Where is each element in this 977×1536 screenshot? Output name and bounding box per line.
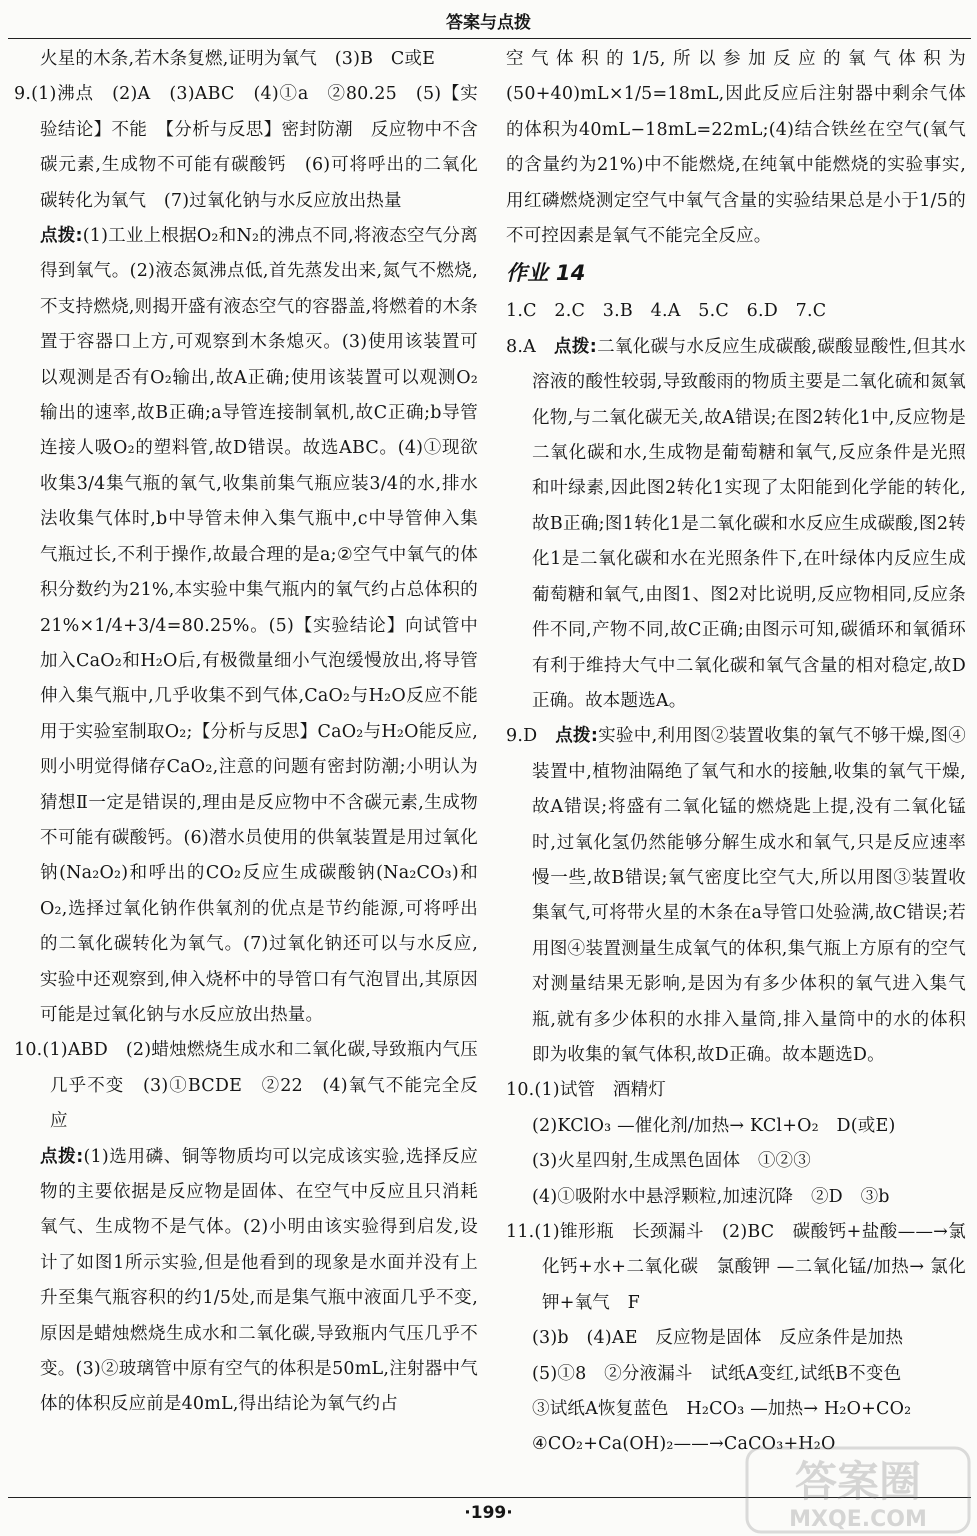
answer-text: (2)KClO₃ —催化剂/加热→ KCl+O₂ D(或E) bbox=[532, 1115, 896, 1136]
answer-text: 火星的木条,若木条复燃,证明为氧气 (3)B C或E bbox=[40, 49, 436, 69]
answer-paragraph bbox=[506, 1357, 966, 1392]
answer-paragraph bbox=[506, 1109, 966, 1144]
answer-text: 11.(1)锥形瓶 长颈漏斗 (2)BC 碳酸钙+盐酸——→氯化钙+水+二氧化碳 氯酸钾 —二氧化锰/加热→ 氯化钾+氧气 F bbox=[506, 1222, 966, 1313]
answer-paragraph bbox=[14, 219, 478, 1033]
answer-text: (3)b (4)AE 反应物是固体 反应条件是加热 bbox=[532, 1328, 904, 1349]
svg-text:MXQE.COM: MXQE.COM bbox=[789, 1507, 927, 1532]
answer-text: ④CO₂+Ca(OH)₂——→CaCO₃+H₂O bbox=[532, 1434, 836, 1455]
answer-text: ③试纸A恢复蓝色 H₂CO₃ —加热→ H₂O+CO₂ bbox=[532, 1399, 912, 1420]
answer-text: (1)选用磷、铜等物质均可以完成该实验,选择反应物的主要依据是反应物是固体、在空气中反应且只消耗氧气、生成物不是气体。(2)小明由该实验得到启发,设计了如图1所示实验,但是他看到的现象是水面并没有上升至集气瓶容积的约1/5处,而是集气瓶中液面几乎不变,原因是蜡烛燃烧生成水和二氧化碳,导致瓶内气压几乎不变。(3)②玻璃管中原有空气的体积是50mL,注射器中气体的体积反应前是40mL,得出结论为氧气约占 bbox=[40, 1146, 478, 1415]
answer-text: 10.(1)试管 酒精灯 bbox=[506, 1080, 667, 1101]
answer-paragraph bbox=[506, 1392, 966, 1427]
answer-text: 10.(1)ABD (2)蜡烛燃烧生成水和二氧化碳,导致瓶内气压几乎不变 (3)①BCDE ②22 (4)氧气不能完全反应 bbox=[14, 1040, 478, 1132]
page-header-title: 答案与点拨 bbox=[446, 13, 531, 33]
answer-text: (4)①吸附水中悬浮颗粒,加速沉降 ②D ③b bbox=[532, 1186, 890, 1207]
tip-label: 点拨: bbox=[40, 1146, 84, 1167]
answer-paragraph bbox=[14, 42, 478, 77]
answer-paragraph bbox=[506, 1144, 966, 1179]
answer-paragraph bbox=[506, 719, 966, 1073]
tip-label: 点拨: bbox=[553, 336, 597, 357]
left-column bbox=[14, 42, 478, 1423]
watermark-logo bbox=[743, 1444, 973, 1536]
answer-text: (5)①8 ②分液漏斗 试纸A变红,试纸B不变色 bbox=[532, 1363, 902, 1384]
answer-paragraph bbox=[14, 1033, 478, 1139]
answer-text: 1.C 2.C 3.B 4.A 5.C 6.D 7.C bbox=[506, 301, 827, 322]
answer-paragraph bbox=[506, 294, 966, 329]
header-rule bbox=[8, 38, 971, 39]
answer-text: (1)工业上根据O₂和N₂的沸点不同,将液态空气分离得到氧气。(2)液态氮沸点低,首先蒸发出来,氮气不燃烧,不支持燃烧,则揭开盛有液态空气的容器盖,将燃着的木条置于容器口上方,可观察到木条熄灭。(3)使用该装置可以观测是否有O₂输出,故A正确;使用该装置可以观测O₂输出的速率,故B正确;a导管连接制氧机,故C正确;b导管连接人吸O₂的塑料管,故D错误。故选ABC。(4)①现欲收集3/4集气瓶的氧气,收集前集气瓶应装3/4的水,排水法收集气体时,b中导管未伸入集气瓶中,c中导管伸入集气瓶过长,不利于操作,故最合理的是a;②空气中氧气的体积分数约为21%,本实验中集气瓶内的氧气约占总体积的21%×1/4+3/4=80.25%。(5)【实验结论】向试管中加入CaO₂和H₂O后,有极微量细小气泡缓慢放出,将导管伸入集气瓶中,几乎收集不到气体,CaO₂与H₂O反应不能用于实验室制取O₂;【分析与反思】CaO₂与H₂O能反应,则小明觉得储存CaO₂,注意的问题有密封防潮;小明认为猜想Ⅱ一定是错误的,理由是反应物中不含碳元素,生成物不可能有碳酸钙。(6)潜水员使用的供氧装置是用过氧化钠(Na₂O₂)和呼出的CO₂反应生成碳酸钠(Na₂CO₃)和O₂,选择过氧化钠作供氧剂的优点是节约能源,可将呼出的二氧化碳转化为氧气。(7)过氧化钠还可以与水反应,实验中还观察到,伸入烧杯中的导管口有气泡冒出,其原因可能是过氧化钠与水反应放出热量。 bbox=[40, 226, 478, 1025]
answer-text: (3)火星四射,生成黑色固体 ①②③ bbox=[532, 1151, 811, 1172]
answer-paragraph bbox=[506, 1215, 966, 1321]
answer-paragraph bbox=[506, 1180, 966, 1215]
svg-text:答案圈: 答案圈 bbox=[794, 1457, 922, 1506]
answer-text: 二氧化碳与水反应生成碳酸,碳酸显酸性,但其水溶液的酸性较弱,导致酸雨的物质主要是二氧化硫和氮氧化物,与二氧化碳无关,故A错误;在图2转化1中,反应物是二氧化碳和水,生成物是葡萄糖和氧气,反应条件是光照和叶绿素,因此图2转化1实现了太阳能到化学能的转化,故B正确;图1转化1是二氧化碳和水反应生成碳酸,图2转化1是二氧化碳和水在光照条件下,在叶绿体内反应生成葡萄糖和氧气,由图1、图2对比说明,反应物相同,反应条件不同,产物不同,故C正确;由图示可知,碳循环和氧循环有利于维持大气中二氧化碳和氧气含量的相对稳定,故D正确。故本题选A。 bbox=[532, 336, 966, 711]
answer-lead: 8.A bbox=[506, 336, 554, 357]
answer-paragraph bbox=[14, 77, 478, 219]
tip-label: 点拨: bbox=[555, 726, 599, 747]
answer-paragraph bbox=[506, 1073, 966, 1108]
page-number: ·199· bbox=[464, 1503, 513, 1523]
answer-text: 9.(1)沸点 (2)A (3)ABC (4)①a ②80.25 (5)【实验结论】不能 【分析与反思】密封防潮 反应物中不含碳元素,生成物不可能有碳酸钙 (6)可将呼出的二氧化碳转化为氧气 (7)过氧化钠与水反应放出热量 bbox=[14, 84, 478, 211]
answer-text: 实验中,利用图②装置收集的氧气不够干燥,图④装置中,植物油隔绝了氧气和水的接触,收集的氧气干燥,故A错误;将盛有二氧化锰的燃烧匙上提,没有二氧化锰时,过氧化氢仍然能够分解生成水和氧气,只是反应速率慢一些,故B错误;氧气密度比空气大,所以用图③装置收集氧气,可将带火星的木条在a导管口处验满,故C错误;若用图④装置测量生成氧气的体积,集气瓶上方原有的空气对测量结果无影响,是因为有多少体积的氧气进入集气瓶,就有多少体积的水排入量筒,排入量筒中的水的体积即为收集的氧气体积,故D正确。故本题选D。 bbox=[532, 726, 966, 1065]
answer-lead: 9.D bbox=[506, 726, 556, 747]
answer-paragraph bbox=[506, 1321, 966, 1356]
answer-paragraph bbox=[14, 1140, 478, 1423]
right-column bbox=[506, 42, 966, 1463]
answer-text: 空气体积的1/5,所以参加反应的氧气体积为(50+40)mL×1/5=18mL,因此反应后注射器中剩余气体的体积为40mL−18mL=22mL;(4)结合铁丝在空气(氧气的含量约为21%)中不能燃烧,在纯氧中能燃烧的实验事实,用红磷燃烧测定空气中氧气含量的实验结果总是小于1/5的不可控因素是氧气不能完全反应。 bbox=[506, 49, 966, 247]
tip-label: 点拨: bbox=[40, 226, 83, 247]
answer-paragraph bbox=[506, 330, 966, 719]
answer-paragraph bbox=[506, 42, 966, 254]
section-heading: 作业 14 bbox=[506, 261, 586, 286]
